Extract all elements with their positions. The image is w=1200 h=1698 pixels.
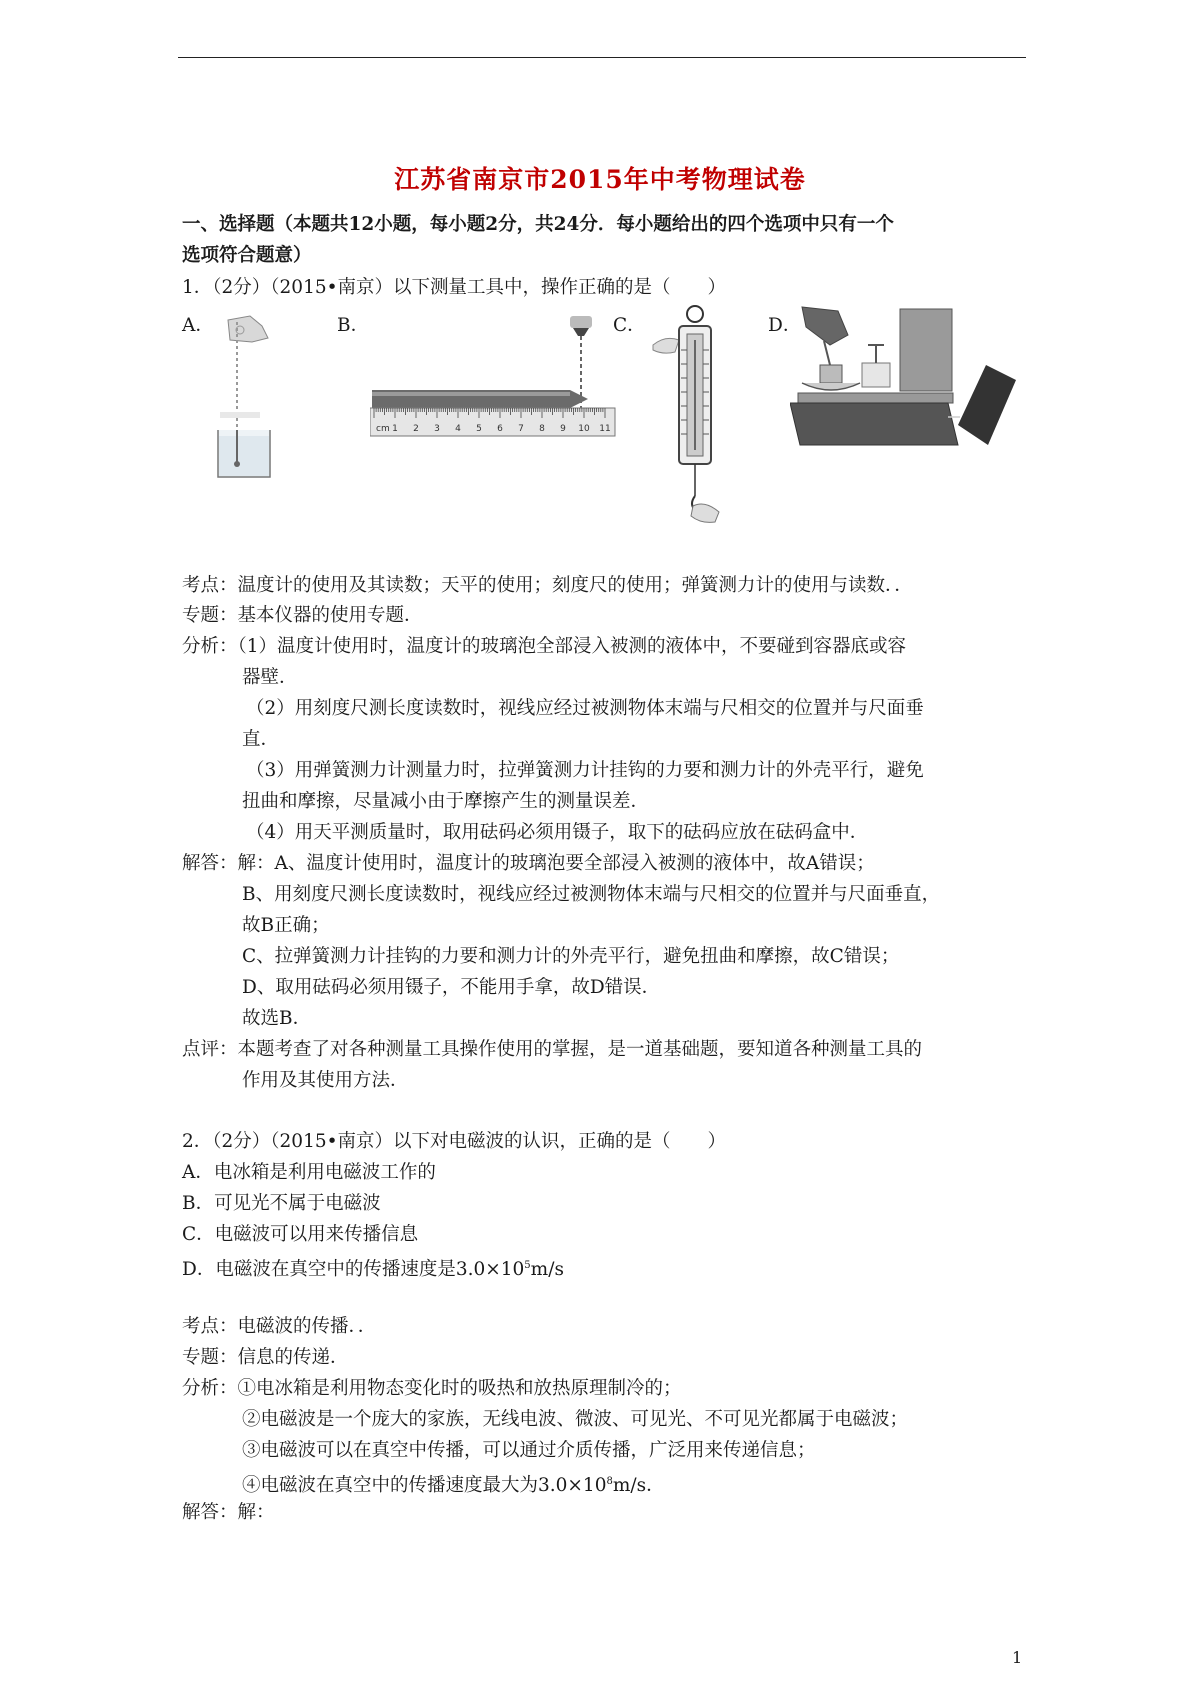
- page-number: 1: [1012, 1648, 1023, 1667]
- ruler-tick-label: 10: [578, 424, 590, 434]
- q1-fenxi-line: 直．: [242, 729, 280, 750]
- q1-dianping-line: 点评：本题考查了对各种测量工具操作使用的掌握，是一道基础题，要知道各种测量工具的: [182, 1039, 923, 1060]
- q2-fenxi-line: 分析：①电冰箱是利用物态变化时的吸热和放热原理制冷的；: [182, 1378, 682, 1399]
- q1-kaodian: 考点：温度计的使用及其读数；天平的使用；刻度尺的使用；弹簧测力计的使用与读数．．: [182, 575, 913, 596]
- q2-option-d-exponent: 5: [524, 1260, 531, 1271]
- ruler-tick-label: cm: [376, 424, 390, 434]
- q2-option-a: A．电冰箱是利用电磁波工作的: [182, 1162, 436, 1183]
- q2-jieda: 解答：解：: [182, 1502, 275, 1523]
- thermometer-beaker-figure: [210, 312, 300, 482]
- ruler-tick-label: 3: [434, 424, 440, 434]
- q2-fenxi4-exponent: 8: [606, 1476, 613, 1487]
- q2-fenxi4-text: ④电磁波在真空中的传播速度最大为3.0×10: [242, 1475, 607, 1496]
- q1-jieda-line: B、用刻度尺测长度读数时，视线应经过被测物体末端与尺相交的位置并与尺面垂直，: [242, 884, 941, 905]
- q1-jieda-line: 解答：解：A、温度计使用时，温度计的玻璃泡要全部浸入被测的液体中，故A错误；: [182, 853, 875, 874]
- q2-fenxi-line: ②电磁波是一个庞大的家族，无线电波、微波、可见光、不可见光都属于电磁波；: [242, 1409, 909, 1430]
- q2-stem: 2．（2分）（2015•南京）以下对电磁波的认识，正确的是（ ）: [182, 1131, 727, 1152]
- q1-jieda-line: 故选B．: [242, 1008, 312, 1029]
- q2-option-b: B．可见光不属于电磁波: [182, 1193, 381, 1214]
- q1-stem: 1．（2分）（2015•南京）以下测量工具中，操作正确的是（ ）: [182, 277, 727, 298]
- q1-fenxi-line: 扭曲和摩擦，尽量减小由于摩擦产生的测量误差．: [242, 791, 650, 812]
- ruler-tick-label: 2: [413, 424, 419, 434]
- q1-dianping-line: 作用及其使用方法．: [242, 1070, 409, 1091]
- q1-jieda-line: D、取用砝码必须用镊子，不能用手拿，故D错误．: [242, 977, 661, 998]
- q1-jieda-line: C、拉弹簧测力计挂钩的力要和测力计的外壳平行，避免扭曲和摩擦，故C错误；: [242, 946, 900, 967]
- q2-kaodian: 考点：电磁波的传播．．: [182, 1316, 377, 1337]
- section-heading-line2: 选项符合题意）: [182, 245, 312, 266]
- ruler-tick-label: 4: [455, 424, 461, 434]
- ruler-tick-label: 1: [392, 424, 398, 434]
- q2-option-d: [182, 1254, 564, 1282]
- ruler-tick-label: 6: [497, 424, 503, 434]
- document-title: 江苏省南京市2015年中考物理试卷: [394, 165, 806, 194]
- q1-fenxi-line: （4）用天平测质量时，取用砝码必须用镊子，取下的砝码应放在砝码盒中．: [246, 822, 869, 843]
- q1-fenxi-line: （3）用弹簧测力计测量力时，拉弹簧测力计挂钩的力要和测力计的外壳平行，避免: [246, 760, 924, 781]
- ruler-tick-label: 11: [599, 424, 611, 434]
- q2-option-d-unit: m/s: [530, 1259, 564, 1280]
- q1-option-c-label: C．: [613, 315, 646, 336]
- ruler-tick-label: 7: [518, 424, 524, 434]
- spring-scale-figure: [645, 300, 745, 530]
- ruler-tick-label: 5: [476, 424, 482, 434]
- q2-fenxi4-unit: m/s．: [612, 1475, 665, 1496]
- ruler-pencil-figure: [370, 312, 620, 452]
- header-rule: [178, 57, 1026, 58]
- q1-jieda-line: 故B正确；: [242, 915, 330, 936]
- q1-fenxi-line: （2）用刻度尺测长度读数时，视线应经过被测物体末端与尺相交的位置并与尺面垂: [246, 698, 924, 719]
- q1-fenxi-line: 分析：（1）温度计使用时，温度计的玻璃泡全部浸入被测的液体中，不要碰到容器底或容: [182, 636, 907, 657]
- q1-fenxi-line: 器壁．: [242, 667, 298, 688]
- q1-option-d-label: D．: [768, 315, 802, 336]
- section-heading-line1: 一、选择题（本题共12小题，每小题2分，共24分．每小题给出的四个选项中只有一个: [182, 214, 894, 235]
- balance-tweezers-figure: [790, 305, 1020, 460]
- q2-zhuanti: 专题：信息的传递．: [182, 1347, 349, 1368]
- q1-option-b-label: B．: [337, 315, 370, 336]
- q2-option-c: C．电磁波可以用来传播信息: [182, 1224, 419, 1245]
- q1-zhuanti: 专题：基本仪器的使用专题．: [182, 605, 423, 626]
- q1-option-a-label: A．: [182, 315, 214, 336]
- q2-fenxi-line: ③电磁波可以在真空中传播，可以通过介质传播，广泛用来传递信息；: [242, 1440, 816, 1461]
- q2-option-d-text: D．电磁波在真空中的传播速度是3.0×10: [182, 1259, 525, 1280]
- ruler-tick-label: 9: [560, 424, 566, 434]
- q2-fenxi-line: [242, 1470, 665, 1498]
- ruler-tick-label: 8: [539, 424, 545, 434]
